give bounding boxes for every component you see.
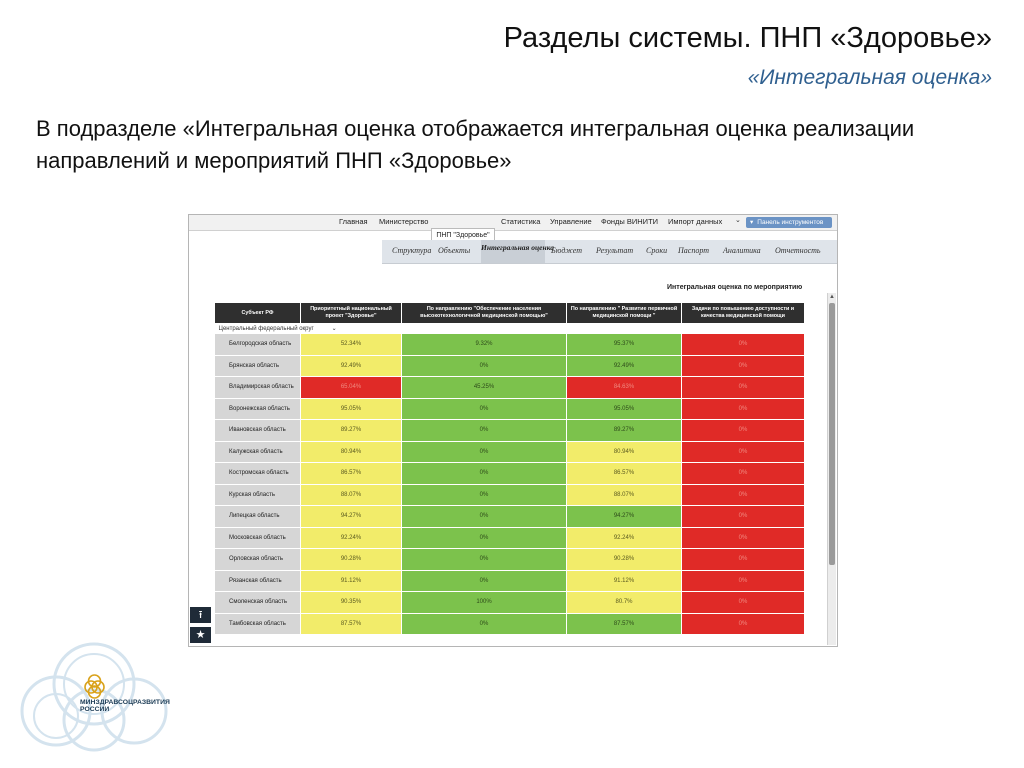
slide-subtitle: «Интегральная оценка»	[747, 66, 992, 89]
nav-statistics[interactable]: Статистика	[501, 217, 541, 226]
score-cell: 91.12%	[301, 570, 402, 592]
nav-viniti-funds[interactable]: Фонды ВИНИТИ	[601, 217, 659, 226]
score-cell: 0%	[682, 592, 805, 614]
region-cell[interactable]: Орловская область	[215, 549, 301, 571]
score-cell: 91.12%	[567, 570, 682, 592]
score-cell: 0%	[682, 549, 805, 571]
score-cell: 52.34%	[301, 334, 402, 356]
logo-text: МИНЗДРАВСОЦРАЗВИТИЯ РОССИИ	[80, 699, 170, 713]
score-cell: 0%	[402, 398, 567, 420]
score-cell: 84.63%	[567, 377, 682, 399]
score-cell: 95.05%	[301, 398, 402, 420]
header-primary-care[interactable]: По направлению " Развитие первичной медицинской помощи "	[567, 303, 682, 324]
table-row[interactable]	[215, 570, 805, 592]
score-cell: 88.07%	[301, 484, 402, 506]
table-row[interactable]	[215, 506, 805, 528]
score-cell: 0%	[402, 355, 567, 377]
slide-body-text: В подразделе «Интегральная оценка отображается интегральная оценка реализации направлений и мероприятий ПНП «Здоровье»	[36, 116, 915, 173]
chevron-down-icon[interactable]: ⌄	[331, 326, 337, 332]
panel-title: Интегральная оценка по мероприятию	[667, 284, 803, 291]
region-cell[interactable]: Ивановская область	[215, 420, 301, 442]
arrow-down-icon: ▾	[750, 219, 754, 226]
table-row[interactable]	[215, 484, 805, 506]
score-cell: 0%	[402, 463, 567, 485]
score-cell: 80.7%	[567, 592, 682, 614]
table-row[interactable]	[215, 549, 805, 571]
score-cell: 0%	[682, 420, 805, 442]
group-row[interactable]	[215, 324, 805, 334]
region-cell[interactable]: Рязанская область	[215, 570, 301, 592]
score-cell: 45.25%	[402, 377, 567, 399]
score-cell: 89.27%	[301, 420, 402, 442]
tools-panel-button[interactable]	[746, 217, 832, 228]
star-icon[interactable]: ★	[190, 627, 211, 643]
subnav-deadlines[interactable]: Сроки	[646, 246, 668, 255]
group-label: Центральный федеральный округ	[218, 326, 314, 332]
subnav-analytics[interactable]: Аналитика	[723, 246, 761, 255]
region-cell[interactable]: Курская область	[215, 484, 301, 506]
region-cell[interactable]: Московская область	[215, 527, 301, 549]
header-accessibility-tasks[interactable]: Задачи по повышению доступности и качества медицинской помощи	[682, 303, 805, 324]
score-cell: 87.57%	[301, 613, 402, 635]
header-pnp-health[interactable]: Приоритетный национальный проект "Здоровье"	[301, 303, 402, 324]
top-navigation	[189, 215, 837, 231]
score-cell: 89.27%	[567, 420, 682, 442]
scrollbar-thumb[interactable]	[829, 303, 835, 565]
region-cell[interactable]: Брянская область	[215, 355, 301, 377]
score-cell: 95.05%	[567, 398, 682, 420]
table-row[interactable]	[215, 613, 805, 635]
subnav-passport[interactable]: Паспорт	[678, 246, 709, 255]
score-cell: 0%	[682, 613, 805, 635]
score-cell: 0%	[402, 420, 567, 442]
score-cell: 0%	[682, 377, 805, 399]
sub-navigation	[382, 240, 837, 264]
integral-assessment-table	[214, 302, 805, 635]
app-screenshot	[188, 214, 838, 647]
score-cell: 0%	[402, 506, 567, 528]
table-row[interactable]	[215, 334, 805, 356]
score-cell: 80.94%	[567, 441, 682, 463]
score-cell: 9.32%	[402, 334, 567, 356]
score-cell: 0%	[402, 613, 567, 635]
score-cell: 92.49%	[301, 355, 402, 377]
table-row[interactable]	[215, 420, 805, 442]
region-cell[interactable]: Тамбовская область	[215, 613, 301, 635]
subnav-structure[interactable]: Структура	[392, 246, 432, 255]
tools-panel-label: Панель инструментов	[757, 219, 824, 226]
subnav-reporting[interactable]: Отчетность	[775, 246, 821, 255]
score-cell: 0%	[682, 506, 805, 528]
score-cell: 0%	[682, 355, 805, 377]
score-cell: 86.57%	[301, 463, 402, 485]
scroll-up-icon[interactable]: ▲	[829, 294, 835, 300]
score-cell: 0%	[682, 334, 805, 356]
table-row[interactable]	[215, 463, 805, 485]
table-row[interactable]	[215, 527, 805, 549]
score-cell: 0%	[402, 570, 567, 592]
score-cell: 87.57%	[567, 613, 682, 635]
table-row[interactable]	[215, 592, 805, 614]
score-cell: 92.49%	[567, 355, 682, 377]
score-cell: 0%	[682, 441, 805, 463]
score-cell: 90.28%	[301, 549, 402, 571]
slide-title: Разделы системы. ПНП «Здоровье»	[503, 22, 992, 54]
table-row[interactable]	[215, 355, 805, 377]
export-icon[interactable]: ⭱	[190, 607, 211, 623]
ministry-logo	[16, 636, 186, 754]
vertical-scrollbar[interactable]	[827, 293, 836, 645]
score-cell: 90.28%	[567, 549, 682, 571]
region-cell[interactable]: Костромская область	[215, 463, 301, 485]
score-cell: 94.27%	[567, 506, 682, 528]
nav-management[interactable]: Управление	[550, 217, 592, 226]
score-cell: 86.57%	[567, 463, 682, 485]
score-cell: 0%	[402, 549, 567, 571]
header-region[interactable]: Субъект РФ	[215, 303, 301, 324]
score-cell: 0%	[682, 570, 805, 592]
score-cell: 100%	[402, 592, 567, 614]
region-cell[interactable]: Смоленская область	[215, 592, 301, 614]
subnav-result[interactable]: Результат	[596, 246, 634, 255]
score-cell: 0%	[402, 484, 567, 506]
header-high-tech-care[interactable]: По направлению "Обеспечение населения высокотехнологичной медицинской помощью"	[402, 303, 567, 324]
score-cell: 0%	[682, 463, 805, 485]
score-cell: 0%	[402, 441, 567, 463]
nav-data-import[interactable]: Импорт данных	[668, 217, 723, 226]
region-cell[interactable]: Липецкая область	[215, 506, 301, 528]
tab-pnp-health[interactable]: ПНП "Здоровье"	[431, 228, 495, 242]
score-cell: 80.94%	[301, 441, 402, 463]
chevron-down-icon[interactable]: ⌄	[735, 217, 741, 224]
nav-main[interactable]: Главная	[339, 217, 368, 226]
region-cell[interactable]: Белгородская область	[215, 334, 301, 356]
table-header-row	[215, 303, 805, 324]
subnav-objects[interactable]: Объекты	[438, 246, 471, 255]
score-cell: 95.37%	[567, 334, 682, 356]
score-cell: 65.04%	[301, 377, 402, 399]
region-cell[interactable]: Калужская область	[215, 441, 301, 463]
table-row[interactable]	[215, 398, 805, 420]
table-row[interactable]	[215, 441, 805, 463]
score-cell: 0%	[682, 398, 805, 420]
score-cell: 94.27%	[301, 506, 402, 528]
table-row[interactable]	[215, 377, 805, 399]
nav-ministry[interactable]: Министерство	[379, 217, 429, 226]
score-cell: 0%	[402, 527, 567, 549]
score-cell: 88.07%	[567, 484, 682, 506]
subnav-integral-assessment[interactable]: Интегральная оценка	[481, 240, 545, 263]
score-cell: 0%	[682, 527, 805, 549]
score-cell: 92.24%	[301, 527, 402, 549]
score-cell: 92.24%	[567, 527, 682, 549]
region-cell[interactable]: Владимирская область	[215, 377, 301, 399]
score-cell: 0%	[682, 484, 805, 506]
subnav-budget[interactable]: Бюджет	[551, 246, 582, 255]
score-cell: 90.35%	[301, 592, 402, 614]
region-cell[interactable]: Воронежская область	[215, 398, 301, 420]
